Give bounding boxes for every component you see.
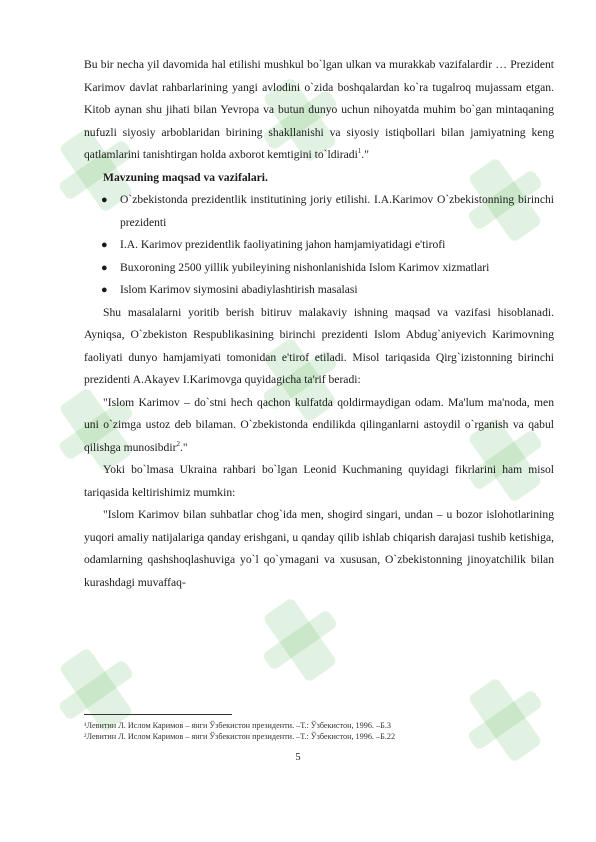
akayev-quote-end: .": [179, 440, 188, 454]
paragraph-purpose: Shu masalalarni yoritib berish bitiruv malakaviy ishning maqsad va vazifasi hisoblanadi. Ayniqsa, O`zbekiston Respublikasining birinchi prezidenti Islom Abdug`aniyevich Karimovning faoliyati dunyo hamjamiyati tomonidan e'tirof etiladi. Misol tariqasida Qirg`izistonning birinchi prezidenti A.Akayev I.Karimovga quyidagicha ta'rif beradi:: [84, 305, 554, 386]
paragraph-intro-quote: [84, 54, 554, 167]
footnote-2: ²Левитин Л. Ислом Каримов – янги Ўзбекистон президенти. –Т.: Ўзбекистон, 1996. –Б.22: [84, 732, 396, 741]
paragraph-kuchma-quote: "Islom Karimov bilan suhbatlar chog`ida men, shogird singari, undan – u bozor islohotlarining yuqori amaliy natijalariga qanday erishgani, u qanday qilib ishlab chiqarish darajasi tushib ketishiga, odamlarning qashshoqlashuviga yo`l qo`ymagani va xususan, O`zbekistonning jinoyatchilik bilan kurashdagi muvaffaq-: [84, 508, 554, 589]
objectives-list: [84, 189, 554, 302]
list-item: [101, 257, 554, 280]
footnote-1: ¹Левитин Л. Ислом Каримов – янги Ўзбекистон президенти. –Т.: Ўзбекистон, 1996. –Б.3: [84, 721, 391, 730]
footnote-ref-1[interactable]: 1: [357, 147, 362, 156]
bullet-icon: ●: [101, 284, 108, 296]
akayev-quote-text: "Islom Karimov – do`stni hech qachon kulfatda qoldirmaydigan odam. Ma'lum ma'noda, men uni o`zimga ustoz deb bilaman. O`zbekistonda endilikda qilinganlarni astoydil o`rganish va qabul qilishga munosibdir: [84, 395, 554, 454]
list-item-text: Islom Karimov siymosini abadiylashtirish masalasi: [120, 283, 358, 296]
body-text: [84, 54, 554, 594]
paragraph-intro-text: Bu bir necha yil davomida hal etilishi mushkul bo`lgan ulkan va murakkab vazifalardir … Prezident Karimov davlat rahbarlarining yangi avlodini o`zida boshqalardan ko`ra tugalroq mujassam etgan. Kitob aynan shu jihati bilan Yevropa va butun dunyo uchun nihoyatda muhim bo`gan mintaqaning nufuzli siyosiy arboblaridan birining shakllanishi va siyosiy istiqbollari bilan jamiyatning keng qatlamlarini tanishtirgan holda axborot kemtigini to`ldiradi: [84, 58, 554, 161]
paragraph-kuchma-intro: Yoki bo`lmasa Ukraina rahbari bo`lgan Leonid Kuchmaning quyidagi fikrlarini ham misol tariqasida keltirishimiz mumkin:: [84, 463, 554, 499]
list-item-text: I.A. Karimov prezidentlik faoliyatining jahon hamjamiyatidagi e'tirofi: [120, 238, 446, 251]
bullet-icon: ●: [101, 239, 108, 251]
list-item-text: O`zbekistonda prezidentlik institutining joriy etilishi. I.A.Karimov O`zbekistonning birinchi prezidenti: [120, 193, 554, 229]
footnote-ref-2[interactable]: 2: [176, 439, 180, 448]
list-item-text: Buxoroning 2500 yillik yubileyining nishonlanishida Islom Karimov xizmatlari: [120, 260, 490, 274]
list-item: [101, 189, 554, 234]
bullet-icon: ●: [101, 194, 108, 206]
paragraph-intro-end: .": [361, 148, 369, 161]
section-heading: Mavzuning maqsad va vazifalari.: [103, 170, 268, 184]
list-item: [101, 234, 554, 257]
footnote-divider: [84, 714, 232, 715]
page-number: 5: [295, 752, 301, 763]
paragraph-akayev-quote: [84, 392, 554, 460]
bullet-icon: ●: [101, 261, 108, 274]
footnotes: [84, 720, 554, 742]
list-item: [101, 279, 554, 302]
